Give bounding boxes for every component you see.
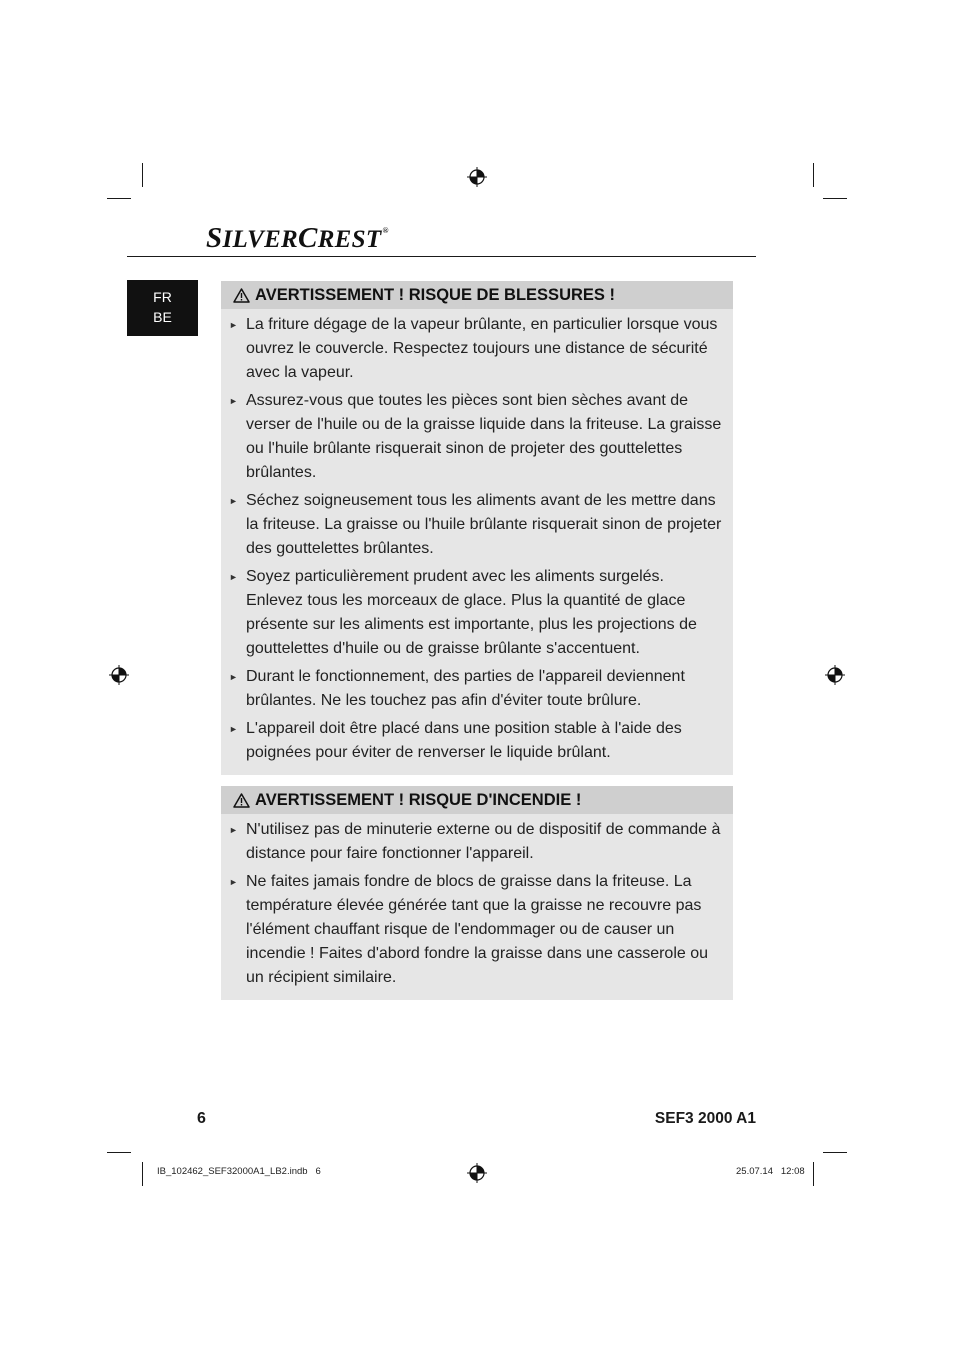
- crop-mark: [813, 163, 814, 187]
- list-item-text: Ne faites jamais fondre de blocs de graisse dans la friteuse. La température élevée générée tant que la graisse ne recouvre pas l'élément chauffant risque de l'endommager ou de causer un incendie ! Faites d'abord fondre la graisse dans une casserole ou un récipient similaire.: [246, 873, 709, 986]
- registration-mark-icon: [109, 665, 129, 685]
- bullet-arrow-icon: ►: [229, 396, 238, 406]
- list-item-text: Durant le fonctionnement, des parties de l'appareil deviennent brûlantes. Ne les touchez pas afin d'éviter toute brûlure.: [246, 668, 685, 709]
- registration-mark-icon: [825, 665, 845, 685]
- list-item-text: Soyez particulièrement prudent avec les aliments surgelés. Enlevez tous les morceaux de glace. Plus la quantité de glace présente sur les aliments est importante, plus les projections de gouttelettes d'huile ou de graisse brûlante s'accentuent.: [246, 568, 697, 657]
- bullet-arrow-icon: ►: [229, 320, 238, 330]
- list-item-text: Séchez soigneusement tous les aliments avant de les mettre dans la friteuse. La graisse ou l'huile brûlante risquerait sinon de projeter des gouttelettes brûlantes.: [246, 492, 722, 557]
- list-item-text: La friture dégage de la vapeur brûlante, en particulier lorsque vous ouvrez le couvercle. Respectez toujours une distance de sécurité avec la vapeur.: [246, 316, 718, 381]
- language-code-fr: FR: [153, 289, 172, 305]
- list-item: [229, 489, 723, 561]
- list-item: [229, 870, 723, 990]
- crop-mark: [107, 198, 131, 199]
- registration-mark-icon: [467, 1163, 487, 1183]
- list-item-text: N'utilisez pas de minuterie externe ou de dispositif de commande à distance pour faire fonctionner l'appareil.: [246, 821, 721, 862]
- warning-title: AVERTISSEMENT ! RISQUE DE BLESSURES !: [255, 285, 615, 304]
- bullet-arrow-icon: ►: [229, 672, 238, 682]
- logo-letter: C: [298, 222, 318, 254]
- warning-box-injury: [221, 281, 733, 775]
- header-rule: [127, 256, 756, 257]
- print-slug-date: 25.07.14 12:08: [736, 1166, 805, 1177]
- list-item: [229, 665, 723, 713]
- print-slug-file: IB_102462_SEF32000A1_LB2.indb 6: [157, 1166, 321, 1177]
- warning-title: AVERTISSEMENT ! RISQUE D'INCENDIE !: [255, 790, 582, 809]
- bullet-arrow-icon: ►: [229, 825, 238, 835]
- warning-box-fire: [221, 786, 733, 1000]
- list-item: [229, 389, 723, 485]
- bullet-arrow-icon: ►: [229, 572, 238, 582]
- bullet-arrow-icon: ►: [229, 724, 238, 734]
- list-item-text: L'appareil doit être placé dans une position stable à l'aide des poignées pour éviter de renverser le liquide brûlant.: [246, 720, 682, 761]
- logo-text: ILVER: [222, 226, 299, 253]
- crop-mark: [142, 163, 143, 187]
- crop-mark: [107, 1152, 131, 1153]
- warning-header: [221, 786, 733, 814]
- list-item-text: Assurez-vous que toutes les pièces sont bien sèches avant de verser de l'huile ou de la graisse liquide dans la friteuse. La graisse ou l'huile brûlante risquerait sinon de projeter des gouttelettes brûlantes.: [246, 392, 722, 481]
- registered-mark: ®: [382, 226, 389, 235]
- bullet-arrow-icon: ►: [229, 877, 238, 887]
- page-number: 6: [197, 1110, 206, 1127]
- crop-mark: [813, 1162, 814, 1186]
- registration-mark-icon: [467, 167, 487, 187]
- model-number: SEF3 2000 A1: [654, 1110, 756, 1127]
- bullet-arrow-icon: ►: [229, 496, 238, 506]
- warning-triangle-icon: [233, 288, 250, 303]
- warning-triangle-icon: [233, 793, 250, 808]
- crop-mark: [823, 1152, 847, 1153]
- warning-header: [221, 281, 733, 309]
- logo-letter: S: [206, 222, 223, 254]
- language-code-be: BE: [153, 309, 172, 325]
- crop-mark: [142, 1162, 143, 1186]
- language-tab: [127, 280, 198, 336]
- list-item: [229, 313, 723, 385]
- list-item: [229, 565, 723, 661]
- crop-mark: [823, 198, 847, 199]
- logo-text: REST: [317, 226, 382, 253]
- silvercrest-logo: [206, 222, 389, 255]
- list-item: [229, 717, 723, 765]
- list-item: [229, 818, 723, 866]
